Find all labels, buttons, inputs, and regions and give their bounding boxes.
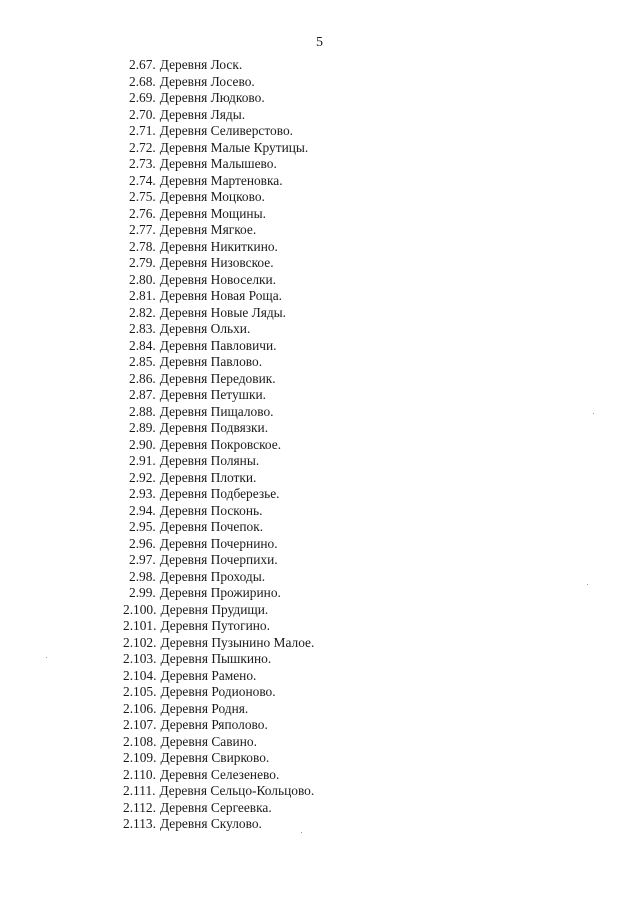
list-item xyxy=(0,717,639,734)
list-item xyxy=(0,519,639,536)
item-number: 2.110. xyxy=(123,766,156,782)
item-number: 2.85. xyxy=(129,354,156,369)
item-text: Деревня Ольхи. xyxy=(159,321,251,336)
item-number: 2.78. xyxy=(129,238,156,254)
item-text: Деревня Мартеновка. xyxy=(159,172,283,188)
item-text: Деревня Родня. xyxy=(160,700,249,716)
item-text: Деревня Поляны. xyxy=(159,453,260,468)
item-number: 2.67. xyxy=(129,57,156,72)
item-text: Деревня Прожирино. xyxy=(159,585,281,600)
item-number: 2.71. xyxy=(129,123,156,138)
item-number: 2.84. xyxy=(129,337,156,353)
item-text: Деревня Покровское. xyxy=(159,436,282,452)
list-item xyxy=(0,552,639,569)
item-text: Деревня Подберезье. xyxy=(159,486,280,501)
item-text: Деревня Пузынино Малое. xyxy=(160,634,315,650)
list-item xyxy=(0,255,639,272)
item-number: 2.101. xyxy=(123,618,157,633)
item-number: 2.72. xyxy=(129,139,156,155)
list-item xyxy=(0,437,639,454)
item-text: Деревня Петушки. xyxy=(159,387,266,402)
item-number: 2.69. xyxy=(129,90,156,105)
item-number: 2.92. xyxy=(129,469,156,485)
page-number: 5 xyxy=(316,35,323,50)
list-item xyxy=(0,651,639,668)
list-item xyxy=(0,156,639,173)
list-item xyxy=(0,404,639,421)
item-number: 2.109. xyxy=(123,750,157,765)
item-text: Деревня Подвязки. xyxy=(159,420,269,435)
item-number: 2.99. xyxy=(129,585,156,600)
list-item xyxy=(0,734,639,751)
item-text: Деревня Малышево. xyxy=(159,156,277,171)
item-number: 2.106. xyxy=(123,700,157,716)
item-text: Деревня Мягкое. xyxy=(159,222,257,237)
item-number: 2.83. xyxy=(129,321,156,336)
list-item xyxy=(0,816,639,833)
item-text: Деревня Посконь. xyxy=(159,502,263,518)
scan-speck xyxy=(593,413,594,414)
item-text: Деревня Сергеевка. xyxy=(159,799,272,815)
item-text: Деревня Почернино. xyxy=(159,535,278,551)
scan-speck xyxy=(587,584,588,585)
item-number: 2.103. xyxy=(123,651,157,666)
list-item xyxy=(0,387,639,404)
item-number: 2.98. xyxy=(129,568,156,584)
item-number: 2.107. xyxy=(123,717,157,732)
item-text: Деревня Сельцо-Кольцово. xyxy=(159,783,315,798)
list-item xyxy=(0,354,639,371)
item-number: 2.81. xyxy=(129,288,156,303)
list-item xyxy=(0,272,639,289)
item-number: 2.108. xyxy=(123,733,157,749)
list-item xyxy=(0,371,639,388)
item-text: Деревня Свирково. xyxy=(160,750,270,765)
list-item xyxy=(0,750,639,767)
item-text: Деревня Прудищи. xyxy=(160,601,269,617)
scan-speck xyxy=(46,657,47,658)
item-number: 2.111. xyxy=(123,783,156,798)
list-item xyxy=(0,453,639,470)
item-number: 2.79. xyxy=(129,255,156,270)
item-number: 2.70. xyxy=(129,106,156,122)
item-text: Деревня Моцково. xyxy=(159,189,265,204)
item-number: 2.80. xyxy=(129,271,156,287)
list-item xyxy=(0,206,639,223)
list-item xyxy=(0,338,639,355)
item-number: 2.113. xyxy=(123,816,156,831)
item-number: 2.96. xyxy=(129,535,156,551)
item-text: Деревня Людково. xyxy=(159,90,265,105)
list-item xyxy=(0,305,639,322)
item-text: Деревня Мощины. xyxy=(159,205,266,221)
item-text: Деревня Лосево. xyxy=(159,73,255,89)
list-item xyxy=(0,684,639,701)
list-item xyxy=(0,585,639,602)
item-text: Деревня Почерпихи. xyxy=(159,552,278,567)
item-text: Деревня Рамено. xyxy=(160,667,257,683)
list-item xyxy=(0,90,639,107)
list-item xyxy=(0,701,639,718)
item-number: 2.93. xyxy=(129,486,156,501)
item-text: Деревня Пищалово. xyxy=(159,403,274,419)
list-item xyxy=(0,140,639,157)
item-number: 2.94. xyxy=(129,502,156,518)
item-number: 2.89. xyxy=(129,420,156,435)
item-text: Деревня Лоск. xyxy=(159,57,243,72)
item-text: Деревня Селезенево. xyxy=(159,766,280,782)
item-text: Деревня Малые Крутицы. xyxy=(159,139,309,155)
item-number: 2.73. xyxy=(129,156,156,171)
item-number: 2.86. xyxy=(129,370,156,386)
item-number: 2.77. xyxy=(129,222,156,237)
list-item xyxy=(0,635,639,652)
list-item xyxy=(0,420,639,437)
list-item xyxy=(0,783,639,800)
list-item xyxy=(0,239,639,256)
item-text: Деревня Низовское. xyxy=(159,255,274,270)
list-item xyxy=(0,123,639,140)
item-text: Деревня Путогино. xyxy=(160,618,270,633)
list-item xyxy=(0,767,639,784)
item-text: Деревня Новоселки. xyxy=(159,271,277,287)
item-number: 2.75. xyxy=(129,189,156,204)
item-text: Деревня Никиткино. xyxy=(159,238,278,254)
item-number: 2.112. xyxy=(123,799,156,815)
list-item xyxy=(0,173,639,190)
settlement-list xyxy=(0,57,639,833)
item-text: Деревня Почепок. xyxy=(159,519,264,534)
item-number: 2.88. xyxy=(129,403,156,419)
list-item xyxy=(0,618,639,635)
scan-speck xyxy=(301,832,302,833)
item-number: 2.105. xyxy=(123,684,157,699)
item-text: Деревня Передовик. xyxy=(159,370,276,386)
item-number: 2.68. xyxy=(129,73,156,89)
item-number: 2.91. xyxy=(129,453,156,468)
item-number: 2.104. xyxy=(123,667,157,683)
list-item xyxy=(0,470,639,487)
item-number: 2.82. xyxy=(129,304,156,320)
item-number: 2.97. xyxy=(129,552,156,567)
item-text: Деревня Скулово. xyxy=(159,816,262,831)
list-item xyxy=(0,288,639,305)
list-item xyxy=(0,107,639,124)
list-item xyxy=(0,503,639,520)
item-text: Деревня Новые Ляды. xyxy=(159,304,287,320)
item-number: 2.74. xyxy=(129,172,156,188)
list-item xyxy=(0,536,639,553)
list-item xyxy=(0,800,639,817)
item-text: Деревня Ряполово. xyxy=(160,717,268,732)
item-number: 2.90. xyxy=(129,436,156,452)
list-item xyxy=(0,57,639,74)
list-item xyxy=(0,602,639,619)
list-item xyxy=(0,668,639,685)
list-item xyxy=(0,569,639,586)
item-number: 2.87. xyxy=(129,387,156,402)
item-text: Деревня Павловичи. xyxy=(159,337,277,353)
item-text: Деревня Селиверстово. xyxy=(159,123,294,138)
item-number: 2.95. xyxy=(129,519,156,534)
list-item xyxy=(0,74,639,91)
item-text: Деревня Новая Роща. xyxy=(159,288,283,303)
list-item xyxy=(0,189,639,206)
item-text: Деревня Плотки. xyxy=(159,469,257,485)
item-text: Деревня Савино. xyxy=(160,733,257,749)
item-text: Деревня Ляды. xyxy=(159,106,246,122)
list-item xyxy=(0,321,639,338)
item-number: 2.76. xyxy=(129,205,156,221)
list-item xyxy=(0,486,639,503)
item-text: Деревня Пышкино. xyxy=(160,651,272,666)
item-text: Деревня Родионово. xyxy=(160,684,276,699)
item-text: Деревня Павлово. xyxy=(159,354,263,369)
item-number: 2.102. xyxy=(123,634,157,650)
item-number: 2.100. xyxy=(123,601,157,617)
list-item xyxy=(0,222,639,239)
item-text: Деревня Проходы. xyxy=(159,568,266,584)
